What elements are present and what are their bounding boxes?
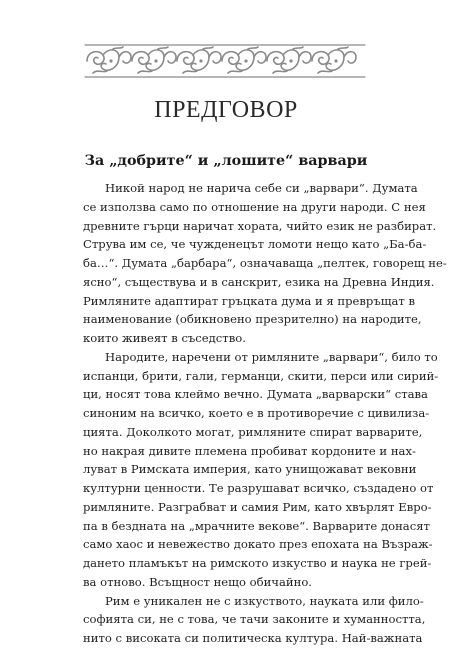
text-line: които живеят в съседство. bbox=[83, 331, 246, 345]
text-line: ци, носят това клеймо вечно. Думата „варварски“ става bbox=[83, 387, 428, 402]
text-line: ва отново. Всъщност нещо обичайно. bbox=[83, 574, 312, 589]
text-line: древните гърци наричат хората, чийто език не разбират. bbox=[83, 218, 437, 233]
text-line: нито с високата си политическа култура. Най-важната bbox=[83, 631, 423, 645]
text-line: луват в Римската империя, като унищожават вековни bbox=[83, 462, 417, 477]
text-line: испанци, брити, гали, германци, скити, перси или сирий- bbox=[83, 368, 439, 383]
text-line: културни ценности. Те разрушават всичко, създадено от bbox=[83, 481, 434, 495]
text-line: софията си, не с това, че тачи законите и хуманността, bbox=[83, 612, 426, 627]
text-line: цията. Доколкото могат, римляните спират варварите, bbox=[83, 424, 423, 439]
page-title: ПРЕДГОВОР bbox=[154, 97, 298, 123]
text-line: Рим е уникален не с изкуството, науката или фило- bbox=[105, 593, 424, 608]
text-line: римляните. Разграбват и самия Рим, като хвърлят Евро- bbox=[83, 499, 432, 514]
text-line: ясно“, съществува и в санскрит, езика на Древна Индия. bbox=[83, 274, 435, 289]
text-line: Никой народ не нарича себе си „варвари“. Думата bbox=[105, 181, 418, 195]
text-line: се използва само по отношение на други народи. С нея bbox=[83, 199, 426, 214]
text-line: синоним на всичко, което е в противоречие с цивилиза- bbox=[83, 406, 430, 420]
text-line: но накрая дивите племена пробиват кордоните и нах- bbox=[83, 443, 416, 458]
chapter-subtitle: За „добрите“ и „лошите“ варвари bbox=[84, 153, 368, 169]
text-line: Струва им се, че чужденецът ломоти нещо като „Ба-ба- bbox=[83, 237, 427, 252]
text-line: наименование (обикновено презрително) на народите, bbox=[83, 312, 422, 327]
text-line: само хаос и невежество докато през епохата на Възраж- bbox=[83, 537, 433, 552]
text-line: ба…“. Думата „барбара“, означаваща „пелтек, говорещ не- bbox=[83, 256, 447, 270]
text-line: па в бездната на „мрачните векове“. Варварите донасят bbox=[83, 518, 430, 533]
body-text bbox=[83, 179, 447, 648]
text-line: Римляните адаптират гръцката дума и я превръщат в bbox=[83, 293, 416, 308]
floral-scroll-ornament-icon bbox=[83, 43, 367, 79]
text-line: дането пламъкът на римското изкуство и наука не грей- bbox=[83, 556, 432, 570]
text-line: Народите, наречени от римляните „варвари“, било то bbox=[105, 349, 438, 364]
